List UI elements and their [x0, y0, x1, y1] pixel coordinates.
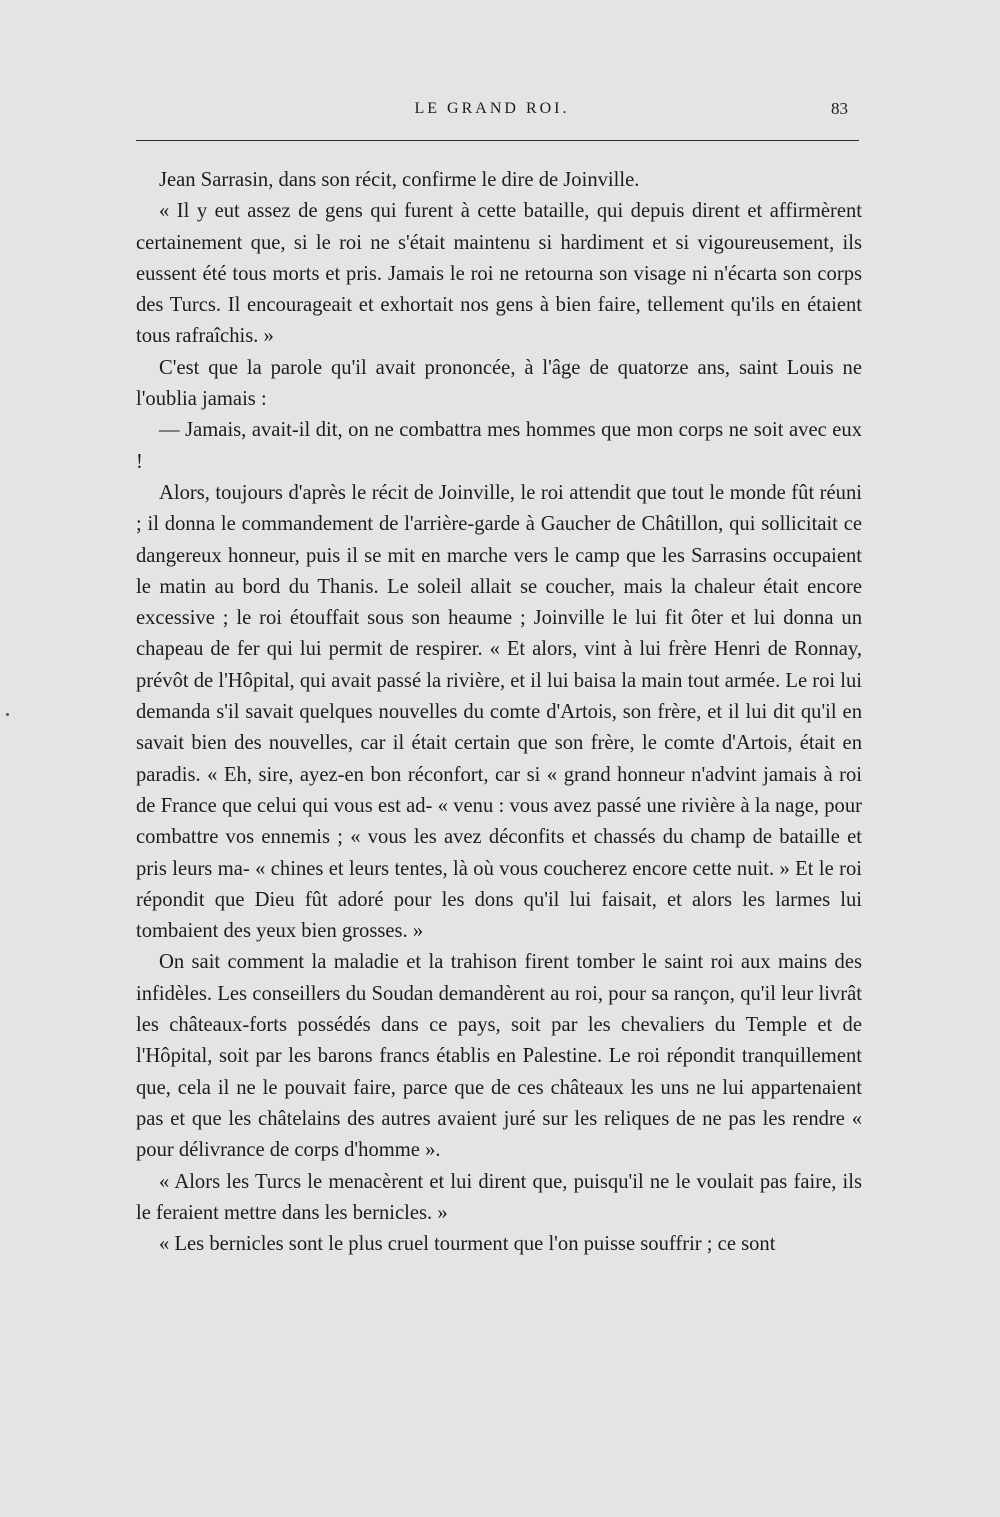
paragraph-3: C'est que la parole qu'il avait prononcée, à l'âge de quatorze ans, saint Louis ne l'oublia jamais :	[136, 356, 862, 411]
page-number: 83	[831, 99, 848, 118]
paragraph-7: « Alors les Turcs le menacèrent et lui dirent que, puisqu'il ne le voulait pas faire, ils le feraient mettre dans les bernicles. »	[136, 1170, 862, 1224]
paragraph-2: « Il y eut assez de gens qui furent à cette bataille, qui depuis dirent et affirmèrent certainement que, si le roi ne s'était maintenu si hardiment et si vigoureusement, ils eussent été tous morts et pris. Jamais le roi ne retourna son visage ni n'écarta son corps des Turcs. Il encourageait et exhortait nos gens à bien faire, tellement qu'ils en étaient tous rafraîchis. »	[136, 200, 862, 348]
paragraph-6: On sait comment la maladie et la trahison firent tomber le saint roi aux mains des infidèles. Les conseillers du Soudan demandèrent au roi, pour sa rançon, qu'il leur livrât les châteaux-forts possédés dans ce pays, soit par les chevaliers du Temple et de l'Hôpital, soit par les barons francs établis en Palestine. Le roi répondit tranquillement que, cela il ne le pouvait faire, parce que de ces châteaux les uns ne lui appartenaient pas et que les châtelains des autres avaient juré sur les reliques de ne pas les rendre « pour délivrance de corps d'homme ».	[136, 951, 862, 1162]
running-title: LE GRAND ROI.	[414, 100, 570, 117]
paragraph-1: Jean Sarrasin, dans son récit, confirme le dire de Joinville.	[159, 169, 640, 191]
header-rule	[136, 140, 859, 141]
paragraph-4: — Jamais, avait-il dit, on ne combattra mes hommes que mon corps ne soit avec eux !	[136, 419, 862, 473]
running-head	[136, 98, 848, 122]
paragraph-5: Alors, toujours d'après le récit de Joinville, le roi attendit que tout le monde fût réuni ; il donna le commandement de l'arrière-garde à Gaucher de Châtillon, qui sollicitait ce dangereux honneur, puis il se mit en marche vers le camp que les Sarrasins occupaient le matin au bord du Thanis. Le soleil allait se coucher, mais la chaleur était encore excessive ; le roi étouffait sous son heaume ; Joinville le lui fit ôter et lui donna un chapeau de fer qui lui permit de respirer. « Et alors, vint à lui frère Henri de Ronnay, prévôt de l'Hôpital, qui avait passé la rivière, et il lui baisa la main tout armée. Le roi lui demanda s'il savait quelques nouvelles du comte d'Artois, son frère, et il lui dit qu'il en savait bien des nouvelles, car il était certain que son frère, le comte d'Artois, était en paradis. « Eh, sire, ayez-en bon réconfort, car si « grand honneur n'advint jamais à roi de France que celui qui vous est ad- « venu : vous avez passé une rivière à la nage, pour combattre vos ennemis ; « vous les avez déconfits et chassés du champ de bataille et pris leurs ma- « chines et leurs tentes, là où vous coucherez encore cette nuit. » Et le roi répondit que Dieu fût adoré pour les dons qu'il lui faisait, et alors les larmes lui tombaient des yeux bien grosses. »	[136, 481, 862, 943]
paragraph-8: « Les bernicles sont le plus cruel tourment que l'on puisse souffrir ; ce sont	[159, 1233, 776, 1256]
margin-speck	[6, 713, 9, 716]
body-text	[136, 165, 862, 1260]
